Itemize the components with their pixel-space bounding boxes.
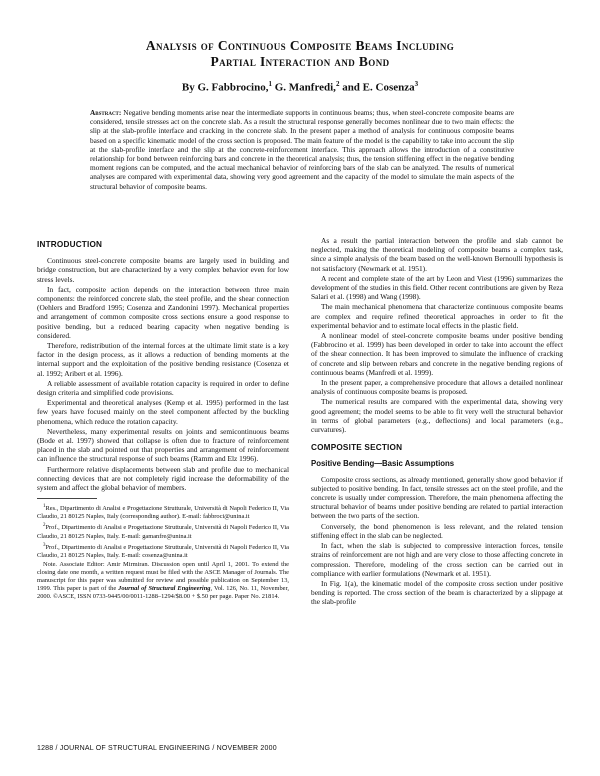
author-3: and E. Cosenza [339,81,415,94]
paragraph: The numerical results are compared with the experimental data, showing very good agreement; the model seems to be able to fit very well the structural behavior in terms of global parameters (e.g., deflections) and local parameters (e.g., curvatures). [311,397,563,435]
footnote-3 [37,542,289,560]
section-heading-composite-section: COMPOSITE SECTION [311,443,403,453]
paragraph: A recent and complete state of the art by Leon and Viest (1996) summarizes the development of the studies in this field. Other recent contributions are given by Reza Salari et al. (1998) and Wang (1998). [311,273,563,302]
journal-name: Journal of Structural Engineering [118,584,211,592]
paragraph: Nevertheless, many experimental results on joints and semicontinuous beams (Bode et al. 1997) showed that collapse is often due to fracture of reinforcement placed in the slab and pointed out that properties and arrangement of reinforcement can influence the structural response of such beams (Ramm and Elz 1996). [37,426,289,464]
paragraph: In Fig. 1(a), the kinematic model of the composite cross section under positive bending is reported. The cross section of the beam is characterized by a slippage at the slab-profile [311,578,563,607]
footnote-2 [37,522,289,540]
author-3-affil: 3 [414,80,419,88]
footnote-1-mark: 1 [43,504,46,510]
section-heading-introduction: INTRODUCTION [37,240,103,249]
footnote-1-text: Res., Dipartimento di Analisi e Progettazione Strutturale, Università di Napoli Federico II, Via Claudio, 21 80125 Naples, Italy (corresponding author). E-mail: fabbroci@unina.it [37,505,289,521]
author-2: G. Manfredi, [271,81,336,94]
footnote-2-mark: 2 [43,523,46,529]
author-2-affil: 2 [335,80,340,88]
footnote-2-text: Prof., Dipartimento di Analisi e Progettazione Strutturale, Università di Napoli Federico II, Via Claudio, 21 80125 Naples, Italy. E-mail: gamanfre@unina.it [37,524,289,540]
subsection-heading-positive-bending: Positive Bending—Basic Assumptions [311,459,455,469]
author-list [0,80,600,94]
paragraph: In fact, when the slab is subjected to compressive interaction forces, tensile strains of reinforcement are not high and are very close to those affecting concrete in compression. Therefore, modeling of the cross section can be carried out in compliance with earlier formulations (Newmark et al. 1951). [311,541,563,578]
footnote-divider [37,498,97,499]
paragraph: In the present paper, a comprehensive procedure that allows a detailed nonlinear analysis of continuous composite beams is proposed. [311,378,563,397]
paragraph: As a result the partial interaction between the profile and slab cannot be neglected, making the theoretical modeling of composite beams a complex task, since a simple analysis of the beam based on the well-known Bernoulli hypothesis is not satisfactory (Newmark et al. 1951). [311,236,563,273]
paragraph: A nonlinear model of steel-concrete composite beams under positive bending (Fabbrocino et al. 1999) has been developed in order to take into account the effect of the shear connection. It has been improved to simulate the influence of cracking of concrete and slip between rebars and concrete in the negative bending regions of continuous beams (Manfredi et al. 1999). [311,331,563,377]
title-line-2: Partial Interaction and Bond [210,54,390,69]
paper-title [0,38,600,70]
editorial-note-text: Note. Associate Editor: Amir Mirmiran. Discussion open until April 1, 2001. To extend the closing date one month, a written request must be filed with the ASCE Manager of Journals. The manuscript for this paper was submitted for review and possible publication on September 13, 1999. This paper is part of the [37,560,289,592]
paragraph: Continuous steel-concrete composite beams are largely used in building and bridge construction, but are characterized by a very complex behavior even for low stress levels. [37,256,289,284]
paragraph: Therefore, redistribution of the internal forces at the ultimate limit state is a key factor in the design process, as it allows a reduction of bending moments at the internal support and the exploitation of the positive bending resistance (Cosenza et al. 1992; Aribert et al. 1996). [37,341,289,378]
paragraph: Furthermore relative displacements between slab and profile due to mechanical connecting devices that are not completely rigid increase the deformability of the system and affect the global behavior of members. [37,464,289,493]
paragraph: In fact, composite action depends on the interaction between three main components: the reinforced concrete slab, the steel profile, and the shear connection (Oehlers and Bradford 1995; Cosenza and Zandonini 1997). Mechanical properties and arrangement of common composite cross sections ensure a good response to positive bending, but a reduced bearing capacity when negative bending is considered. [37,284,289,340]
editorial-note-tail: , Vol. 126, No. 11, November, 2000. ©ASCE, ISSN 0733-9445/00/0011-1288–1294/$8.00 + $.50 per page. Paper No. 21814. [37,584,289,600]
author-1-affil: 1 [268,80,272,88]
right-column [311,236,563,608]
title-line-1: Analysis of Continuous Composite Beams Including [145,38,455,53]
left-column [37,236,289,602]
editorial-note [37,561,289,601]
abstract [90,108,514,191]
paragraph: Experimental and theoretical analyses (Kemp et al. 1995) performed in the last few years have focused mainly on the steel component affected by the buckling phenomena, which reduce the rotation capacity. [37,398,289,426]
author-1: By G. Fabbrocino, [181,81,269,94]
paragraph: Conversely, the bond phenomenon is less relevant, and the related tension stiffening effect in the slab can be neglected. [311,521,563,540]
page-footer: 1288 / JOURNAL OF STRUCTURAL ENGINEERING / NOVEMBER 2000 [37,745,277,752]
footnote-1 [37,503,289,521]
paragraph: The main mechanical phenomena that characterize continuous composite beams are complex and require refined theoretical approaches in order to fit the experimental behavior and to estimate local effects in the plastic field. [311,302,563,330]
abstract-text: Negative bending moments arise near the intermediate supports in continuous beams; thus, when steel-concrete composite beams are considered, tensile stresses act on the concrete slab. As a result the structural response generally becomes nonlinear due to two main effects: the slip at the slab-profile interface and cracking in the concrete slab. In the present paper a method of analysis for continuous composite beams based on a specific kinematic model of the cross section is proposed. The main feature of the model is the capability to take into account the slip at the slab-profile interface and the slip at the concrete-reinforcement interface. This approach allows the introduction of a constitutive relationship for bond between reinforcing bars and concrete in the theoretical analysis; thus, the tension stiffening effect in the negative bending moment regions can be computed, and the actual mechanical behavior of reinforcing bars of the slab can be analyzed. The results of numerical analyses are compared with experimental data, showing very good agreement and the capacity of the model to simulate the main aspects of the structural behavior of composite beams. [90,108,514,191]
footnote-3-mark: 3 [43,542,46,548]
paragraph: A reliable assessment of available rotation capacity is required in order to define design criteria and simplified code provisions. [37,378,289,398]
abstract-label: Abstract: [90,108,122,117]
paragraph: Composite cross sections, as already mentioned, generally show good behavior if subjected to positive bending. In fact, tensile stresses act on the steel profile, and the concrete is usually under compression. Therefore, the main phenomena affecting the structural behavior of beams under positive bending are related to partial interaction between the two parts of the section. [311,474,563,521]
footnote-3-text: Prof., Dipartimento di Analisi e Progettazione Strutturale, Università di Napoli Federico II, Via Claudio, 21 80125 Naples, Italy. E-mail: cosenza@unina.it [37,543,289,559]
